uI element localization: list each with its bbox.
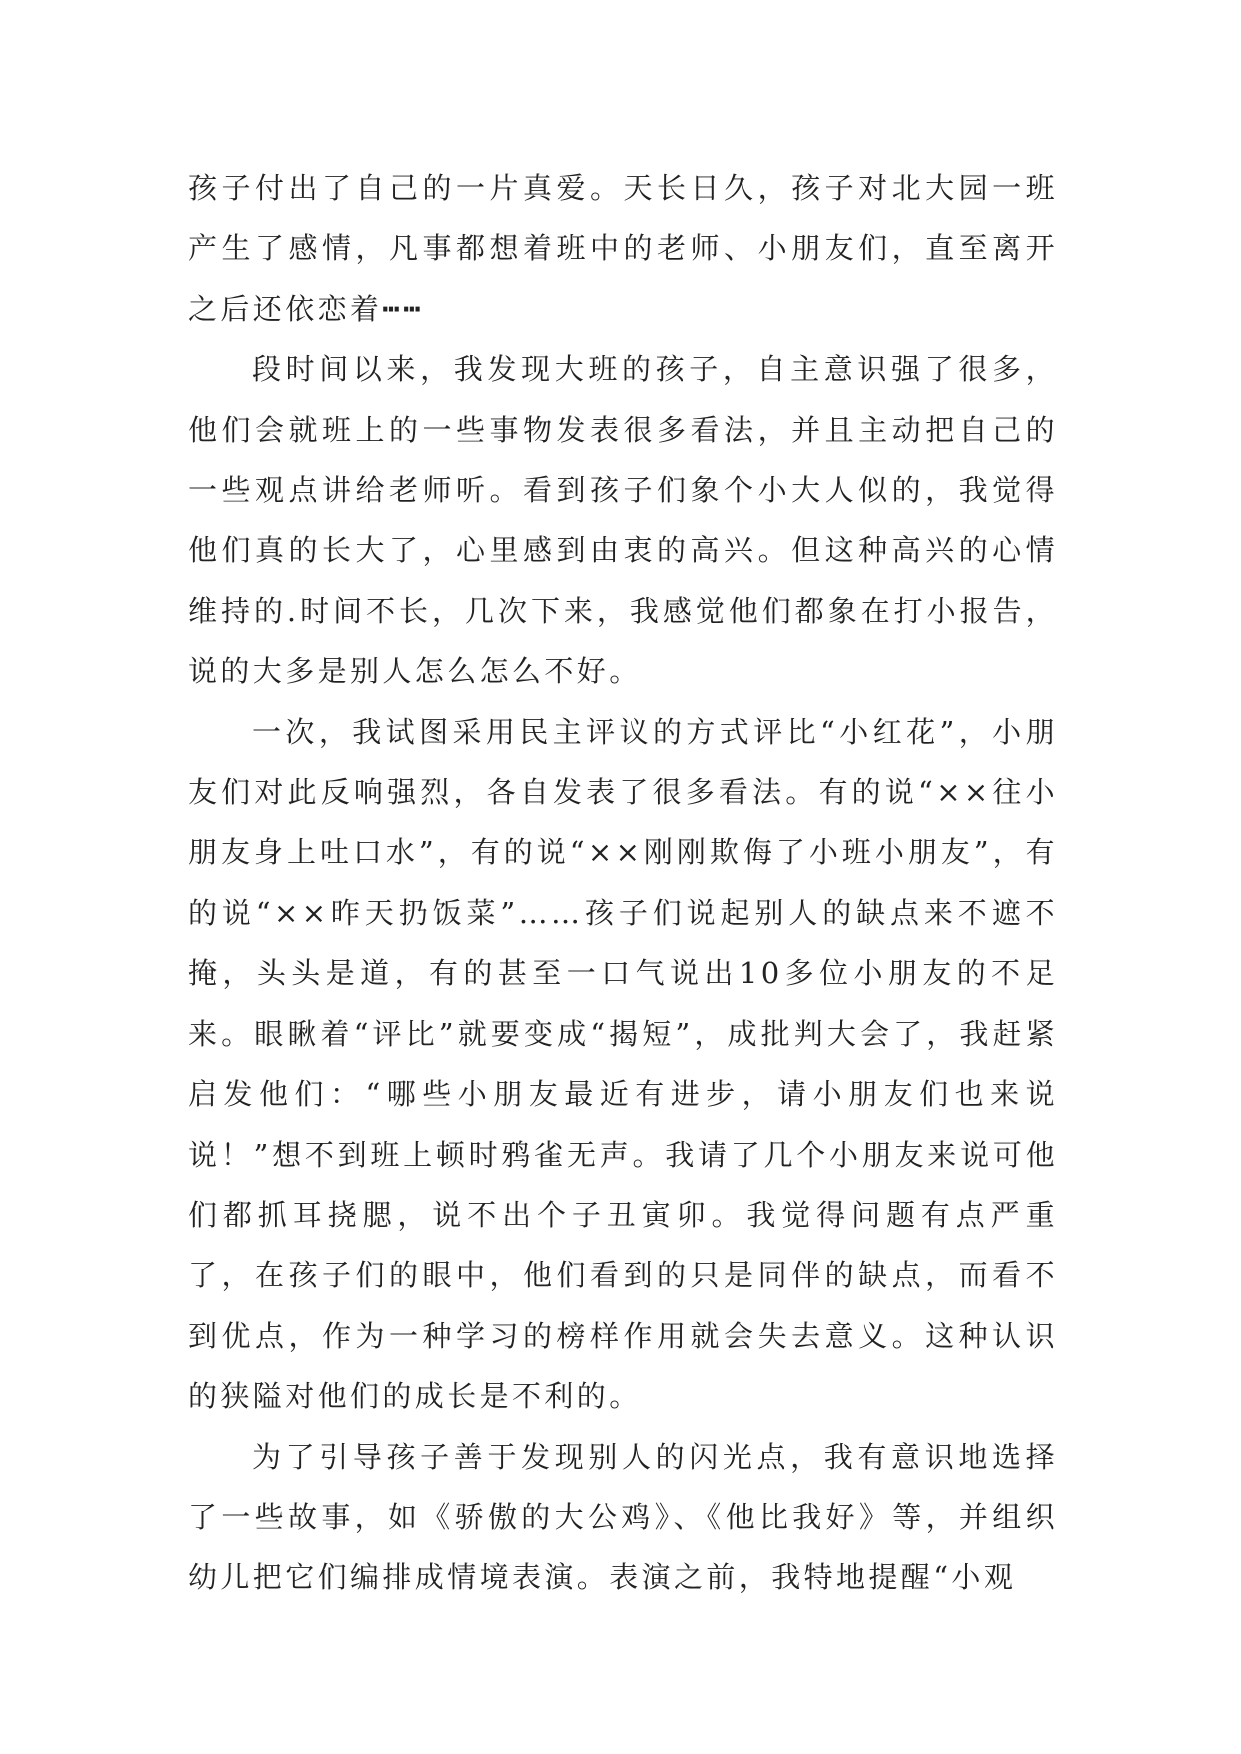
paragraph-4: 为了引导孩子善于发现别人的闪光点，我有意识地选择了一些故事，如《骄傲的大公鸡》、《他比我好》等，并组织幼儿把它们编排成情境表演。表演之前，我特地提醒“小观: [188, 1439, 1058, 1595]
paragraph-1: 孩子付出了自己的一片真爱。天长日久，孩子对北大园一班产生了感情，凡事都想着班中的老师、小朋友们，直至离开之后还依恋着┅┅: [188, 171, 1058, 326]
paragraph-2: 段时间以来，我发现大班的孩子，自主意识强了很多，他们会就班上的一些事物发表很多看法，并且主动把自己的一些观点讲给老师听。看到孩子们象个小大人似的，我觉得他们真的长大了，心里感到由衷的高兴。但这种高兴的心情维持的.时间不长，几次下来，我感觉他们都象在打小报告，说的大多是别人怎么怎么不好。: [188, 352, 1058, 689]
document-body: [188, 158, 1058, 1608]
paragraph-3: 一次，我试图采用民主评议的方式评比“小红花”，小朋友们对此反响强烈，各自发表了很多看法。有的说“××往小朋友身上吐口水”，有的说“××刚刚欺侮了小班小朋友”，有的说“××昨天扔饭菜”……孩子们说起别人的缺点来不遮不掩，头头是道，有的甚至一口气说出10多位小朋友的不足来。眼瞅着“评比”就要变成“揭短”，成批判大会了，我赶紧启发他们：“哪些小朋友最近有进步，请小朋友们也来说说！”想不到班上顿时鸦雀无声。我请了几个小朋友来说可他们都抓耳挠腮，说不出个子丑寅卯。我觉得问题有点严重了，在孩子们的眼中，他们看到的只是同伴的缺点，而看不到优点，作为一种学习的榜样作用就会失去意义。这种认识的狭隘对他们的成长是不利的。: [188, 714, 1058, 1414]
